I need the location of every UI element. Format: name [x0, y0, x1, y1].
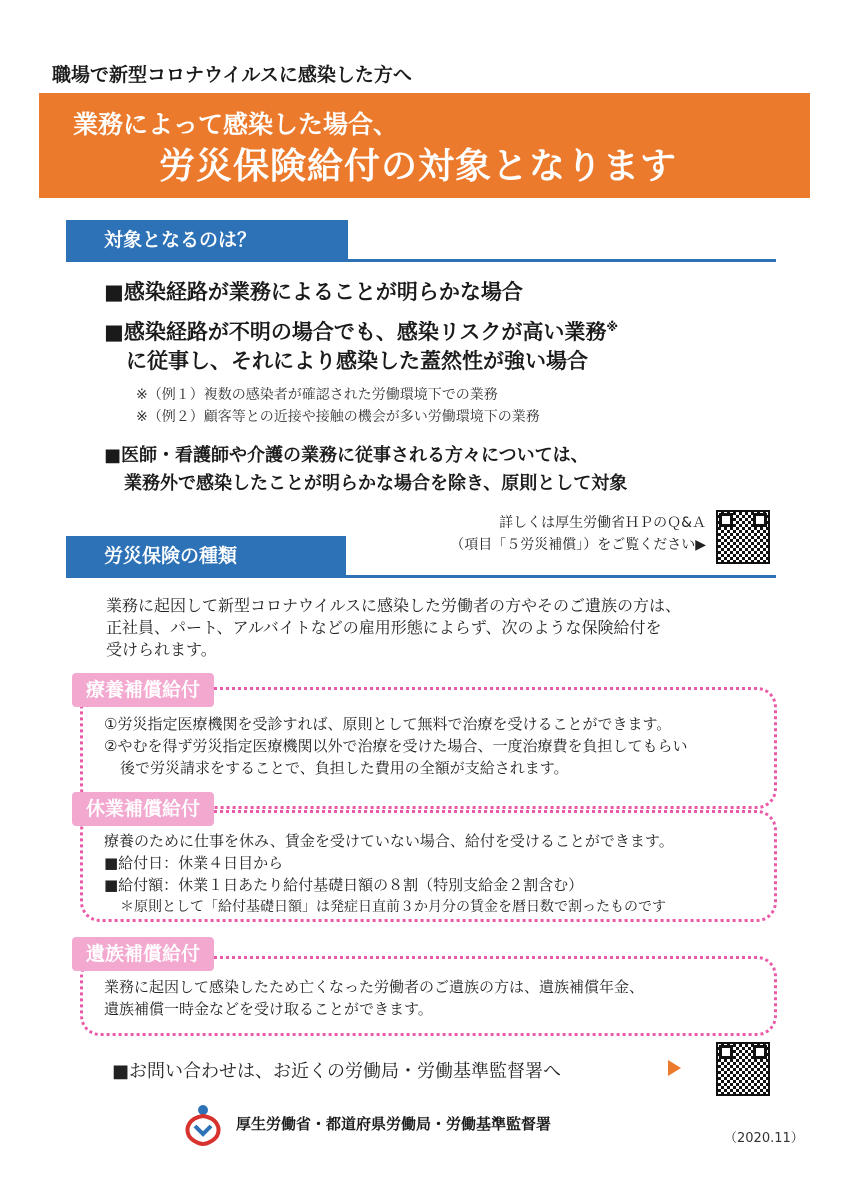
banner-line1: 業務によって感染した場合、	[73, 110, 399, 139]
benefit-line: 業務に起因して感染したため亡くなった労働者のご遺族の方は、遺族補償年金、	[104, 978, 645, 996]
qr-code-icon[interactable]	[716, 1042, 770, 1096]
note-mark: ※	[606, 320, 619, 334]
section-target-header	[66, 220, 776, 262]
section-divider	[66, 575, 776, 578]
benefit-line: ①労災指定医療機関を受診すれば、原則として無料で治療を受けることができます。	[104, 715, 672, 733]
medical-benefit-text	[104, 713, 687, 779]
footer-org: 厚生労働省・都道府県労働局・労働基準監督署	[236, 1115, 552, 1133]
benefit-line: ＊原則として「給付基礎日額」は発症日直前３か月分の賃金を暦日数で割ったものです	[120, 899, 666, 915]
target-bullet-2	[104, 316, 618, 346]
top-label: 職場で新型コロナウイルスに感染した方へ	[52, 64, 412, 86]
target-bullet-3-cont: 業務外で感染したことが明らかな場合を除き、原則として対象	[124, 473, 628, 494]
target-bullet-2-cont: に従事し、それにより感染した蓋然性が強い場合	[126, 349, 588, 373]
section-divider	[66, 259, 776, 262]
survivor-benefit-tag: 遺族補償給付	[72, 937, 214, 971]
inquiry-text: ■お問い合わせは、お近くの労働局・労働基準監督署へ	[112, 1061, 562, 1082]
benefit-line: 療養のために仕事を休み、賃金を受けていない場合、給付を受けることができます。	[104, 832, 674, 850]
intro-line: 受けられます。	[106, 640, 217, 659]
target-bullet-3: ■医師・看護師や介護の業務に従事される方々については、	[104, 445, 589, 466]
target-bullet-2-text: ■感染経路が不明の場合でも、感染リスクが高い業務	[104, 320, 607, 344]
target-bullet-1: ■感染経路が業務によることが明らかな場合	[104, 280, 523, 304]
survivor-benefit-text	[104, 976, 644, 1020]
absence-benefit-text	[104, 830, 674, 918]
title-banner	[39, 93, 810, 198]
intro-line: 正社員、パート、アルバイトなどの雇用形態によらず、次のような保険給付を	[106, 618, 662, 637]
example-note-1: ※（例１）複数の感染者が確認された労働環境下での業務	[136, 387, 498, 403]
types-intro	[106, 595, 681, 661]
benefit-line: ②やむを得ず労災指定医療機関以外で治療を受けた場合、一度治療費を負担してもらい	[104, 737, 688, 755]
section-target-title: 対象となるのは？	[66, 220, 348, 260]
section-types-header	[66, 536, 776, 578]
publication-date: （2020.11）	[724, 1131, 804, 1146]
hp-qa-line1: 詳しくは厚生労働省ＨＰのＱ&Ａ	[499, 515, 706, 531]
benefit-line: ■給付日：休業４日目から	[104, 854, 284, 872]
benefit-line: 後で労災請求をすることで、負担した費用の全額が支給されます。	[120, 759, 569, 777]
intro-line: 業務に起因して新型コロナウイルスに感染した労働者の方やそのご遺族の方は、	[106, 596, 682, 615]
benefit-line: ■給付額：休業１日あたり給付基礎日額の８割（特別支給金２割含む）	[104, 876, 584, 894]
section-types-title: 労災保険の種類	[66, 536, 346, 576]
hp-qa-line2: （項目「５労災補償」）をご覧ください▶	[450, 537, 706, 553]
medical-benefit-tag: 療養補償給付	[72, 673, 214, 707]
benefit-line: 遺族補償一時金などを受け取ることができます。	[104, 1000, 433, 1018]
banner-line2: 労災保険給付の対象となります	[159, 146, 678, 187]
arrow-right-icon[interactable]	[668, 1060, 681, 1076]
example-note-2: ※（例２）顧客等との近接や接触の機会が多い労働環境下の業務	[136, 409, 540, 425]
ministry-logo-icon	[183, 1104, 223, 1146]
absence-benefit-tag: 休業補償給付	[72, 792, 214, 826]
